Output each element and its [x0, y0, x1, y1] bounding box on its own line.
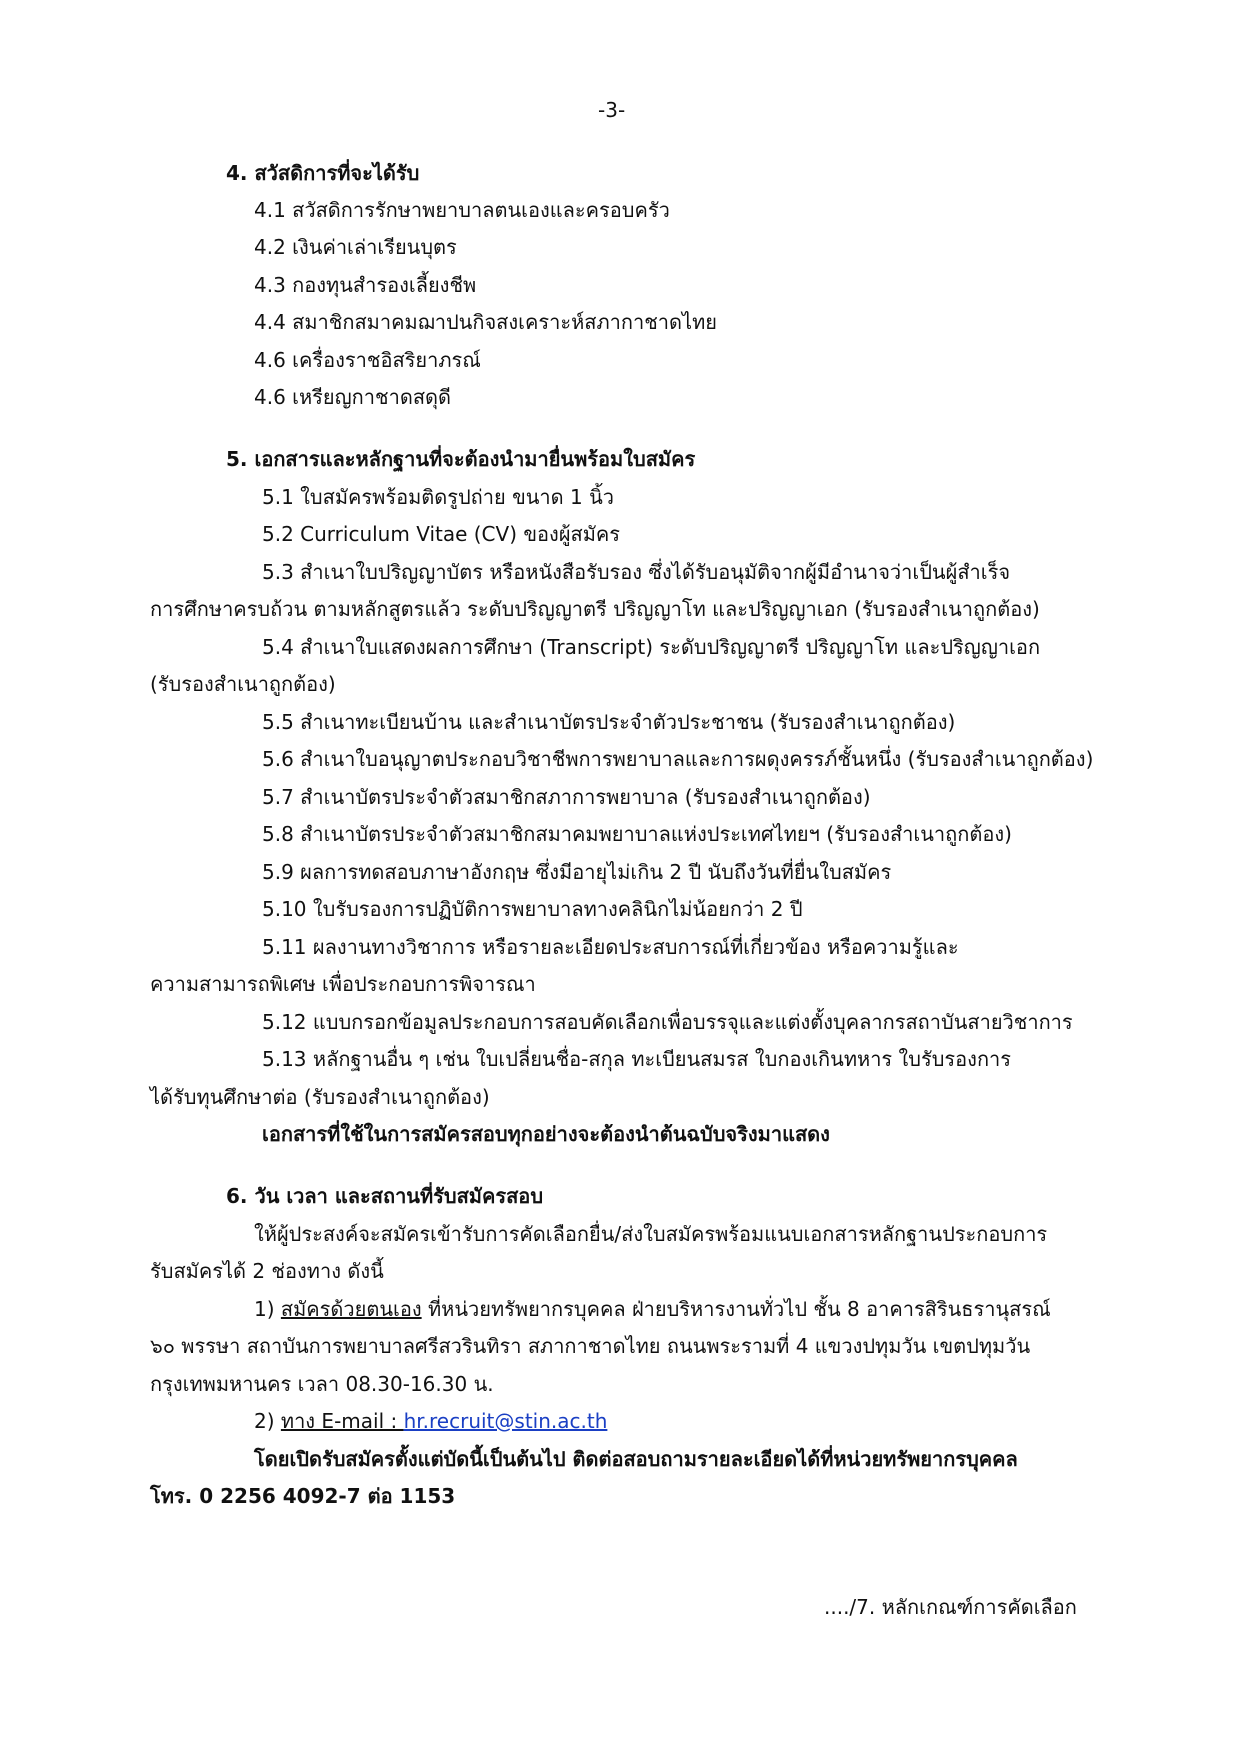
list-item: 4.1 สวัสดิการรักษาพยาบาลตนเองและครอบครัว: [254, 198, 670, 222]
channel-1-method: สมัครด้วยตนเอง: [280, 1297, 422, 1321]
list-item: 5.11 ผลงานทางวิชาการ หรือรายละเอียดประสบการณ์ที่เกี่ยวข้อง หรือความรู้และ: [262, 935, 959, 959]
list-item-continuation: ความสามารถพิเศษ เพื่อประกอบการพิจารณา: [150, 972, 536, 996]
list-item: 5.2 Curriculum Vitae (CV) ของผู้สมัคร: [262, 522, 621, 546]
list-item: 4.6 เครื่องราชอิสริยาภรณ์: [254, 348, 481, 372]
list-item: 5.13 หลักฐานอื่น ๆ เช่น ใบเปลี่ยนชื่อ-สกุล ทะเบียนสมรส ใบกองเกินทหาร ใบรับรองการ: [262, 1047, 1012, 1071]
list-item: 5.12 แบบกรอกข้อมูลประกอบการสอบคัดเลือกเพื่อบรรจุและแต่งตั้งบุคลากรสถาบันสายวิชาการ: [262, 1010, 1073, 1034]
channel-1-location: ที่หน่วยทรัพยากรบุคคล ฝ่ายบริหารงานทั่วไป ชั้น 8 อาคารสิรินธรานุสรณ์: [421, 1297, 1051, 1321]
list-item: 5.3 สำเนาใบปริญญาบัตร หรือหนังสือรับรอง ซึ่งได้รับอนุมัติจากผู้มีอำนาจว่าเป็นผู้สำเร็จ: [262, 560, 1011, 584]
list-item: 5.1 ใบสมัครพร้อมติดรูปถ่าย ขนาด 1 นิ้ว: [262, 485, 614, 509]
channel-1-prefix: 1): [254, 1297, 281, 1321]
channel-1: [254, 1295, 1051, 1323]
list-item: 4.6 เหรียญกาชาดสดุดี: [254, 385, 452, 409]
list-item: 5.5 สำเนาทะเบียนบ้าน และสำเนาบัตรประจำตัวประชาชน (รับรองสำเนาถูกต้อง): [262, 710, 956, 734]
list-item-continuation: การศึกษาครบถ้วน ตามหลักสูตรแล้ว ระดับปริญญาตรี ปริญญาโท และปริญญาเอก (รับรองสำเนาถูกต้อง): [150, 597, 1040, 621]
paragraph-continuation: รับสมัครได้ 2 ช่องทาง ดังนี้: [150, 1259, 384, 1283]
page-number: -3-: [598, 98, 626, 122]
channel-1-continuation: ๖๐ พรรษา สถาบันการพยาบาลศรีสวรินทิรา สภากาชาดไทย ถนนพระรามที่ 4 แขวงปทุมวัน เขตปทุมวัน: [150, 1334, 1031, 1358]
channel-1-continuation: กรุงเทพมหานคร เวลา 08.30-16.30 น.: [150, 1372, 494, 1396]
list-item: 5.8 สำเนาบัตรประจำตัวสมาชิกสมาคมพยาบาลแห่งประเทศไทยฯ (รับรองสำเนาถูกต้อง): [262, 822, 1012, 846]
channel-2-method: ทาง E-mail :: [280, 1409, 404, 1433]
paragraph: ให้ผู้ประสงค์จะสมัครเข้ารับการคัดเลือกยื่น/ส่งใบสมัครพร้อมแนบเอกสารหลักฐานประกอบการ: [254, 1222, 1048, 1246]
channel-2: [254, 1407, 607, 1435]
list-item-continuation: ได้รับทุนศึกษาต่อ (รับรองสำเนาถูกต้อง): [150, 1085, 490, 1109]
list-item: 5.6 สำเนาใบอนุญาตประกอบวิชาชีพการพยาบาลและการผดุงครรภ์ชั้นหนึ่ง (รับรองสำเนาถูกต้อง): [262, 747, 1094, 771]
list-item: 5.9 ผลการทดสอบภาษาอังกฤษ ซึ่งมีอายุไม่เกิน 2 ปี นับถึงวันที่ยื่นใบสมัคร: [262, 860, 892, 884]
email-link[interactable]: hr.recruit@stin.ac.th: [403, 1409, 608, 1433]
documents-note: เอกสารที่ใช้ในการสมัครสอบทุกอย่างจะต้องนำต้นฉบับจริงมาแสดง: [262, 1122, 830, 1146]
list-item: 5.10 ใบรับรองการปฏิบัติการพยาบาลทางคลินิกไม่น้อยกว่า 2 ปี: [262, 897, 803, 921]
channel-2-prefix: 2): [254, 1409, 281, 1433]
list-item: 4.3 กองทุนสำรองเลี้ยงชีพ: [254, 273, 477, 297]
list-item: 4.4 สมาชิกสมาคมฌาปนกิจสงเคราะห์สภากาชาดไทย: [254, 310, 717, 334]
next-page-reference: ..../7. หลักเกณฑ์การคัดเลือก: [824, 1595, 1077, 1619]
section-5-heading: 5. เอกสารและหลักฐานที่จะต้องนำมายื่นพร้อมใบสมัคร: [226, 447, 696, 471]
contact-phone: โทร. 0 2256 4092-7 ต่อ 1153: [150, 1484, 456, 1508]
list-item: 4.2 เงินค่าเล่าเรียนบุตร: [254, 235, 457, 259]
section-6-heading: 6. วัน เวลา และสถานที่รับสมัครสอบ: [226, 1184, 544, 1208]
contact-info: โดยเปิดรับสมัครตั้งแต่บัดนี้เป็นต้นไป ติดต่อสอบถามรายละเอียดได้ที่หน่วยทรัพยากรบุคคล: [254, 1447, 1018, 1471]
list-item-continuation: (รับรองสำเนาถูกต้อง): [150, 672, 336, 696]
list-item: 5.4 สำเนาใบแสดงผลการศึกษา (Transcript) ระดับปริญญาตรี ปริญญาโท และปริญญาเอก: [262, 635, 1041, 659]
section-4-heading: 4. สวัสดิการที่จะได้รับ: [226, 161, 420, 185]
list-item: 5.7 สำเนาบัตรประจำตัวสมาชิกสภาการพยาบาล (รับรองสำเนาถูกต้อง): [262, 785, 871, 809]
